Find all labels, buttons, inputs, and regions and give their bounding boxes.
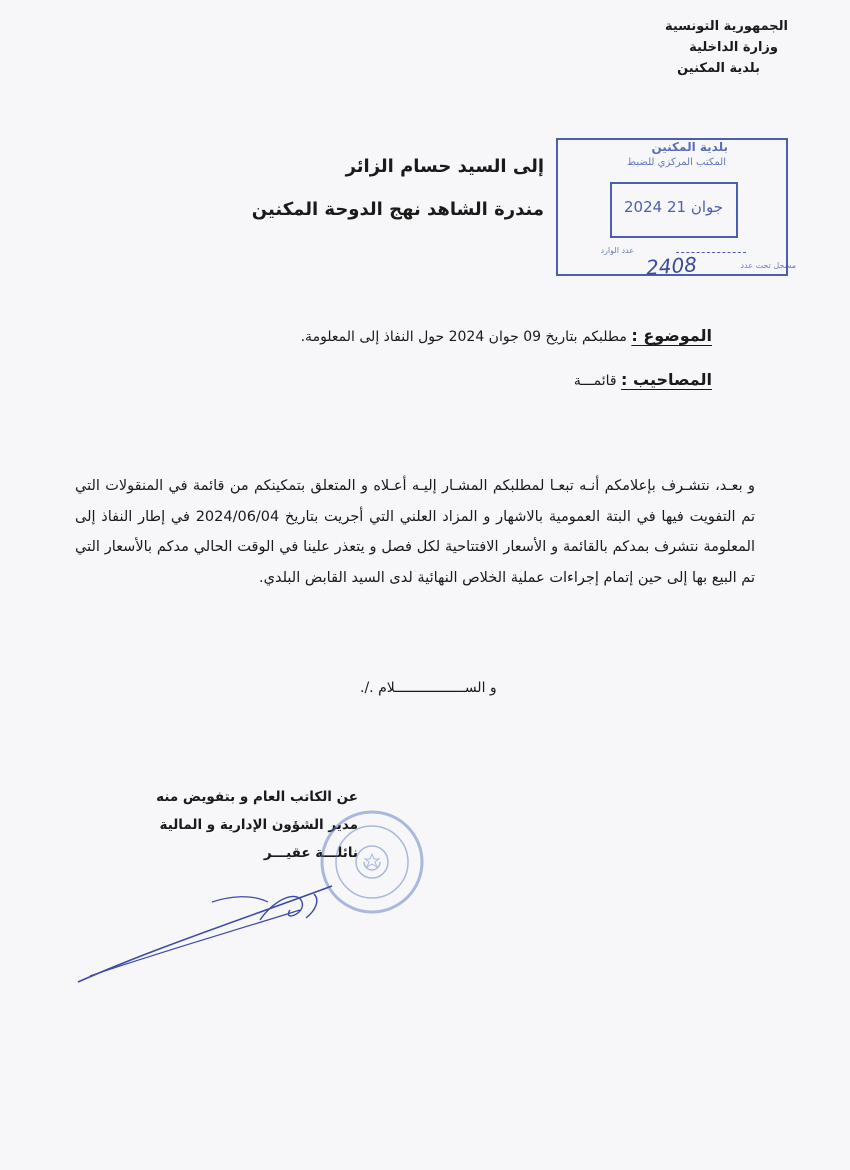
addressee-address: مندرة الشاهد نهج الدوحة المكنين — [251, 199, 544, 220]
stamp-municipality: بلدية المكنين — [651, 140, 728, 154]
subject-text: مطلبكم بتاريخ 09 جوان 2024 حول النفاذ إلى المعلومة. — [300, 329, 627, 345]
attachments-text: قائمـــة — [573, 373, 617, 389]
signature-title: مدير الشؤون الإدارية و المالية — [159, 817, 358, 833]
registry-stamp — [556, 138, 796, 280]
letterhead-republic: الجمهورية التونسية — [664, 19, 788, 34]
closing-salutation: و الســـــــــــــــــلام ./. — [360, 680, 497, 696]
signature-delegation: عن الكاتب العام و بتفويض منه — [156, 789, 358, 805]
stamp-label-registered: مسجل تحت عدد — [740, 261, 796, 270]
attachments-label: المصاحيب : — [621, 370, 712, 389]
attachments-line — [574, 370, 712, 389]
handwritten-signature — [70, 880, 340, 990]
letterhead-ministry: وزارة الداخلية — [689, 40, 778, 55]
stamp-registration-number: 2408 — [645, 252, 698, 280]
addressee-name: إلى السيد حسام الزائر — [345, 156, 544, 177]
stamp-date: 2024 جوان 21 — [624, 198, 724, 216]
stamp-label-incoming: عدد الوارد — [600, 246, 634, 255]
subject-label: الموضوع : — [631, 326, 712, 345]
letterhead-municipality: بلدية المكنين — [677, 61, 760, 76]
letterhead — [568, 16, 788, 79]
stamp-office: المكتب المركزي للضبط — [626, 157, 726, 168]
letter-body: و بعـد، نتشـرف بإعلامكم أنـه تبعـا لمطلبكم المشـار إليـه أعـلاه و المتعلق بتمكينكم من قائمة في المنقولات التي تم التفويت فيها في البتة العمومية بالاشهار و المزاد العلني التي أجريت بتاريخ 2024/06/04 في إطار النفاذ إلى المعلومة نتشرف بمدكم بالقائمة و الأسعار الافتتاحية لكل فصل و يتعذر علينا في الوقت الحالي مدكم بالأسعار التي تم البيع بها إلى حين إتمام إجراءات عملية الخلاص النهائية لدى السيد القابض البلدي. — [75, 478, 755, 586]
signature-name: نائلـــة عقيـــر — [263, 845, 358, 861]
subject-line — [301, 326, 712, 345]
stamp-date-frame — [610, 182, 738, 238]
